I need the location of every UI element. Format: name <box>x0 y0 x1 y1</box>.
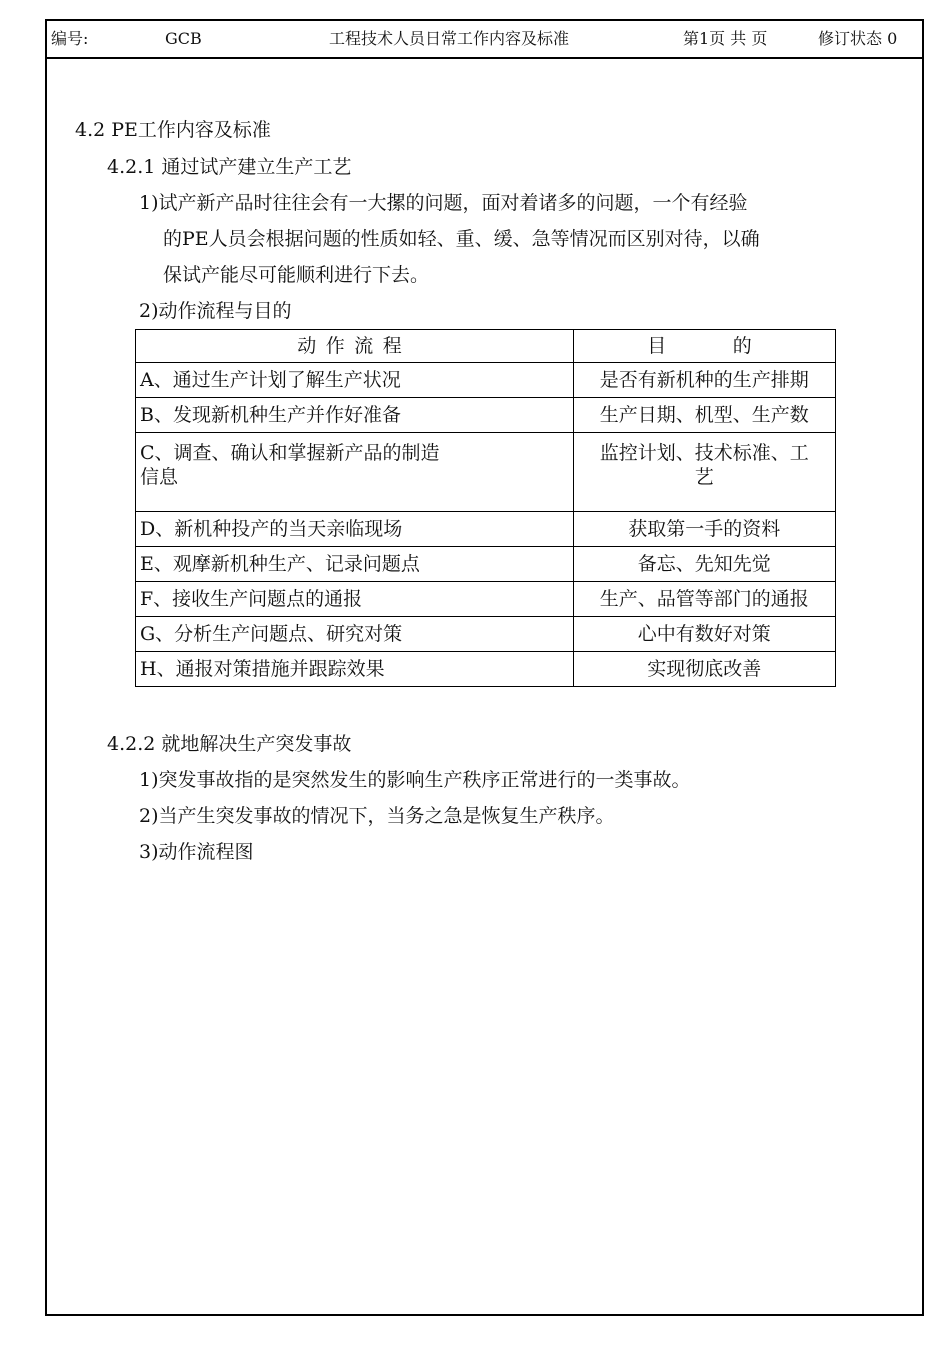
purpose-cell: 心中有数好对策 <box>573 617 835 652</box>
action-cell: H、通报对策措施并跟踪效果 <box>136 652 574 687</box>
paragraph-item-1-line-1: 1)试产新产品时往往会有一大摞的问题，面对着诸多的问题，一个有经验 <box>139 192 748 214</box>
table-row <box>136 547 836 582</box>
purpose-cell <box>573 433 835 512</box>
table-row <box>136 582 836 617</box>
action-cell <box>136 433 574 512</box>
document-header <box>47 21 922 59</box>
page-number: 第1页 共 页 <box>683 29 768 48</box>
purpose-cell: 实现彻底改善 <box>573 652 835 687</box>
subsection-heading-4-2-2: 4.2.2 就地解决生产突发事故 <box>107 733 352 755</box>
paragraph-item-1-line-2: 的PE人员会根据问题的性质如轻、重、缓、急等情况而区别对待，以确 <box>163 228 760 250</box>
revision-status: 修订状态 0 <box>818 29 898 48</box>
table-row <box>136 363 836 398</box>
purpose-cell: 生产、品管等部门的通报 <box>573 582 835 617</box>
section-heading-4-2: 4.2 PE工作内容及标准 <box>75 119 271 141</box>
table-row <box>136 652 836 687</box>
action-cell: B、发现新机种生产并作好准备 <box>136 398 574 433</box>
action-cell: G、分析生产问题点、研究对策 <box>136 617 574 652</box>
doc-number-value: GCB <box>165 29 202 48</box>
document-title: 工程技术人员日常工作内容及标准 <box>329 29 570 48</box>
action-cell: F、接收生产问题点的通报 <box>136 582 574 617</box>
paragraph-item-2: 2)动作流程与目的 <box>139 300 292 322</box>
paragraph-4-2-2-item-2: 2)当产生突发事故的情况下，当务之急是恢复生产秩序。 <box>139 805 615 827</box>
purpose-cell: 备忘、先知先觉 <box>573 547 835 582</box>
paragraph-4-2-2-item-3: 3)动作流程图 <box>139 841 254 863</box>
purpose-cell-line-1: 监控计划、技术标准、工 <box>599 442 809 464</box>
table-row <box>136 512 836 547</box>
document-frame <box>45 19 924 1316</box>
table-header-row <box>136 330 836 363</box>
action-cell: E、观摩新机种生产、记录问题点 <box>136 547 574 582</box>
table-row <box>136 398 836 433</box>
purpose-cell: 是否有新机种的生产排期 <box>573 363 835 398</box>
action-cell: A、通过生产计划了解生产状况 <box>136 363 574 398</box>
subsection-heading-4-2-1: 4.2.1 通过试产建立生产工艺 <box>107 156 352 178</box>
header-action-flow: 动作流程 <box>136 330 574 363</box>
purpose-cell: 生产日期、机型、生产数 <box>573 398 835 433</box>
paragraph-item-1-line-3: 保试产能尽可能顺利进行下去。 <box>163 264 430 286</box>
action-cell-line-1: C、调查、确认和掌握新产品的制造 <box>140 442 440 464</box>
action-flow-table <box>135 329 836 687</box>
purpose-cell: 获取第一手的资料 <box>573 512 835 547</box>
purpose-cell-line-2: 艺 <box>694 466 714 488</box>
paragraph-4-2-2-item-1: 1)突发事故指的是突然发生的影响生产秩序正常进行的一类事故。 <box>139 769 691 791</box>
table-row <box>136 433 836 512</box>
table-row <box>136 617 836 652</box>
action-cell-line-2: 信息 <box>140 466 179 488</box>
header-purpose: 目 的 <box>573 330 835 363</box>
doc-number-label: 编号: <box>51 29 89 48</box>
action-cell: D、新机种投产的当天亲临现场 <box>136 512 574 547</box>
